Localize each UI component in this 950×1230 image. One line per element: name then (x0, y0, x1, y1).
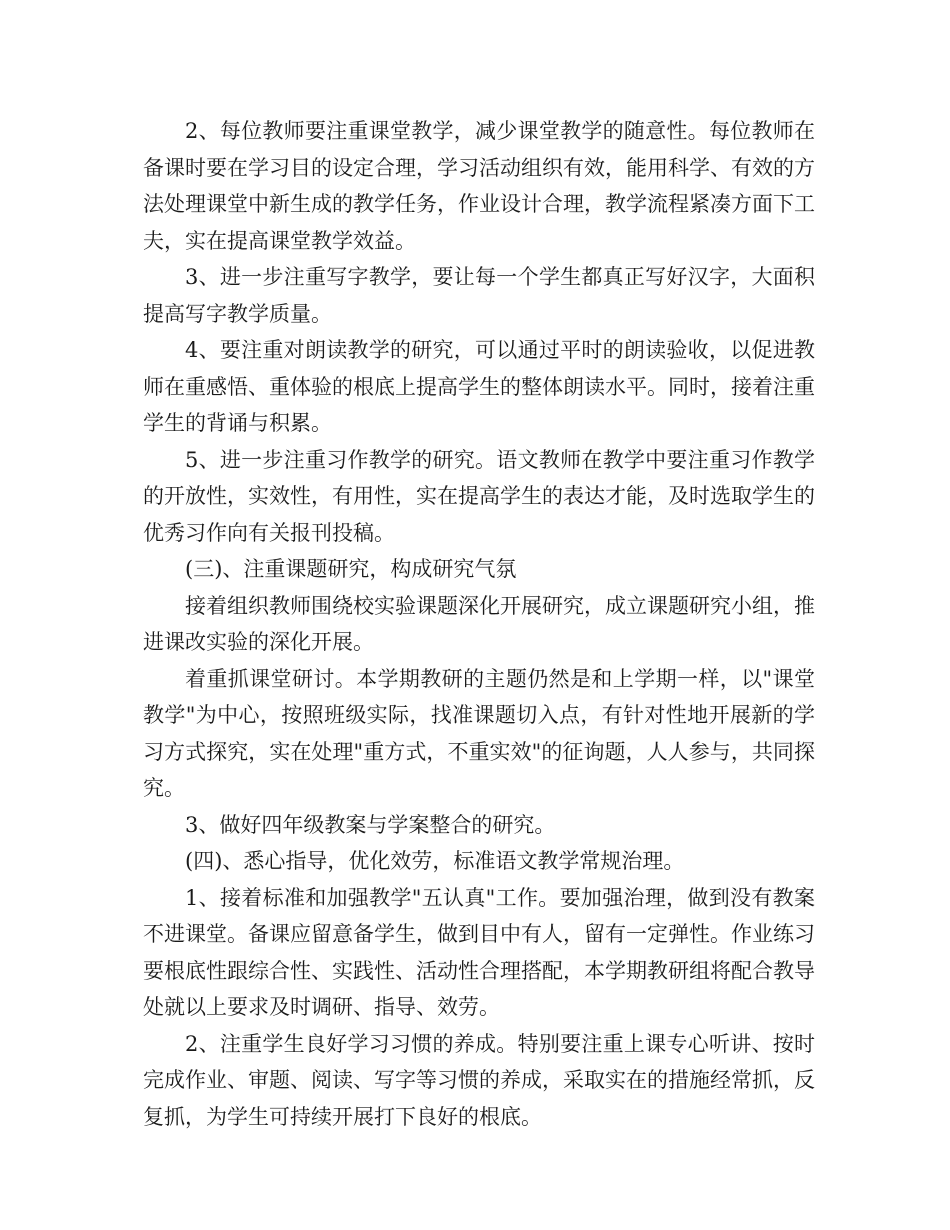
paragraph-research-groups: 接着组织教师围绕校实验课题深化开展研究，成立课题研究小组，推进课改实验的深化开展。 (143, 593, 815, 654)
paragraph-item-4-reading-aloud: 4、要注重对朗读教学的研究，可以通过平时的朗读验收，以促进教师在重感悟、重体验的根底上提高学生的整体朗读水平。同时，接着注重学生的背诵与积累。 (143, 338, 815, 435)
paragraph-classroom-research: 着重抓课堂研讨。本学期教研的主题仍然是和上学期一样，以"课堂教学"为中心，按照班级实际，找准课题切入点，有针对性地开展新的学习方式探究，实在处理"重方式，不重实效"的征询题，人人参与，共同探究。 (143, 666, 815, 800)
paragraph-item-2-classroom-teaching: 2、每位教师要注重课堂教学，减少课堂教学的随意性。每位教师在备课时要在学习目的设定合理，学习活动组织有效，能用科学、有效的方法处理课堂中新生成的教学任务，作业设计合理，教学流程紧凑方面下工夫，实在提高课堂教学效益。 (143, 119, 815, 253)
paragraph-item-5-composition: 5、进一步注重习作教学的研究。语文教师在教学中要注重习作教学的开放性，实效性，有用性，实在提高学生的表达才能，及时选取学生的优秀习作向有关报刊投稿。 (143, 447, 815, 545)
document-body (143, 113, 815, 1135)
paragraph-item-1-five-conscientious: 1、接着标准和加强教学"五认真"工作。要加强治理，做到没有教案不进课堂。备课应留意备学生，做到目中有人，留有一定弹性。作业练习要根底性跟综合性、实践性、活动性合理搭配，本学期教研组将配合教导处就以上要求及时调研、指导、效劳。 (143, 885, 815, 1019)
paragraph-item-3-lesson-plans: 3、做好四年级教案与学案整合的研究。 (185, 812, 556, 837)
section-heading-4: (四)、悉心指导，优化效劳，标准语文教学常规治理。 (185, 849, 685, 873)
paragraph-item-2-study-habits: 2、注重学生良好学习习惯的养成。特别要注重上课专心听讲、按时完成作业、审题、阅读、写字等习惯的养成，采取实在的措施经常抓，反复抓，为学生可持续开展打下良好的根底。 (143, 1031, 815, 1129)
paragraph-item-3-writing-characters: 3、进一步注重写字教学，要让每一个学生都真正写好汉字，大面积提高写字教学质量。 (143, 265, 815, 326)
section-heading-3: (三)、注重课题研究，构成研究气氛 (185, 557, 517, 581)
